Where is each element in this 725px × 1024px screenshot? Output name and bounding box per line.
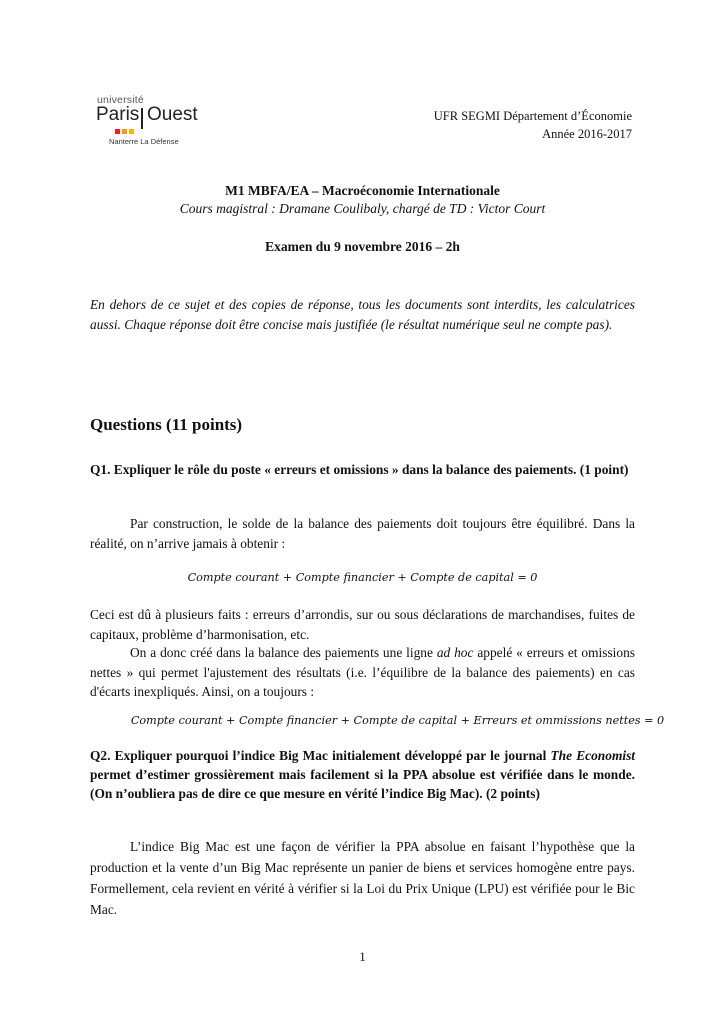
q2-question-italic: The Economist (550, 748, 636, 763)
logo-square-yellow (129, 129, 134, 134)
q1-para3-end: appelé « erreurs et omissions nettes » qui permet l'ajustement des résultats (i.e. l’équilibre de la balance des paiements) en cas d'écarts inexpliqués. Ainsi, on a toujours : (90, 645, 635, 699)
logo-ouest-text: Ouest (147, 104, 198, 125)
q1-answer-paragraph-3 (90, 643, 635, 702)
logo-universite-text: université (97, 94, 144, 106)
course-subtitle: Cours magistral : Dramane Coulibaly, chargé de TD : Victor Court (179, 201, 546, 216)
q1-answer-paragraph-2: Ceci est dû à plusieurs faits : erreurs d’arrondis, sur ou sous déclarations de marchandises, fuites de capitaux, problème d’harmonisation, etc. (90, 607, 635, 642)
logo-square-orange (122, 129, 127, 134)
q2-answer-paragraph-1: L’indice Big Mac est une façon de vérifier la PPA absolue en faisant l’hypothèse que la production et la vente d’un Big Mac représente un panier de biens et services homogène entre pays. Formellement, cela revient en vérité à vérifier si la Loi du Prix Unique (LPU) est vérifiée pour le Bic Mac. (90, 839, 635, 917)
logo-tagline: Nanterre La Défense (109, 137, 179, 146)
course-title: M1 MBFA/EA – Macroéconomie Internationale (225, 183, 500, 198)
q2-question-start: Q2. Expliquer pourquoi l’indice Big Mac initialement développé par le journal (90, 748, 551, 763)
equation-2: Compte courant + Compte financier + Compte de capital + Erreurs et ommissions nettes = 0 (130, 714, 665, 727)
q2-question-end: permet d’estimer grossièrement mais facilement si la PPA absolue est vérifiée dans le monde. (On n’oubliera pas de dire ce que mesure en vérité l’indice Big Mac). (2 points) (90, 767, 635, 801)
logo-separator (141, 108, 143, 129)
page-number: 1 (359, 949, 366, 964)
q1-para3-italic: ad hoc (436, 645, 474, 660)
equation-1: Compte courant + Compte financier + Compte de capital = 0 (187, 571, 538, 584)
logo-color-squares (115, 129, 134, 134)
question-2 (90, 746, 635, 803)
section-title: Questions (11 points) (90, 415, 243, 434)
department-name: UFR SEGMI Département d’Économie (433, 109, 632, 123)
q1-para3-start: On a donc créé dans la balance des paiements une ligne (130, 645, 437, 660)
academic-year: Année 2016-2017 (542, 127, 632, 141)
exam-instructions: En dehors de ce sujet et des copies de réponse, tous les documents sont interdits, les calculatrices aussi. Chaque réponse doit être concise mais justifiée (le résultat numérique seul ne compte pas). (90, 297, 635, 332)
university-logo (95, 94, 205, 146)
q1-answer-paragraph-1: Par construction, le solde de la balance des paiements doit toujours être équilibré. Dans la réalité, on n’arrive jamais à obtenir : (90, 516, 635, 551)
logo-square-red (115, 129, 120, 134)
question-1: Q1. Expliquer le rôle du poste « erreurs et omissions » dans la balance des paiements. (1 point) (90, 462, 629, 477)
logo-paris-text: Paris (96, 104, 140, 125)
exam-date: Examen du 9 novembre 2016 – 2h (265, 239, 460, 254)
